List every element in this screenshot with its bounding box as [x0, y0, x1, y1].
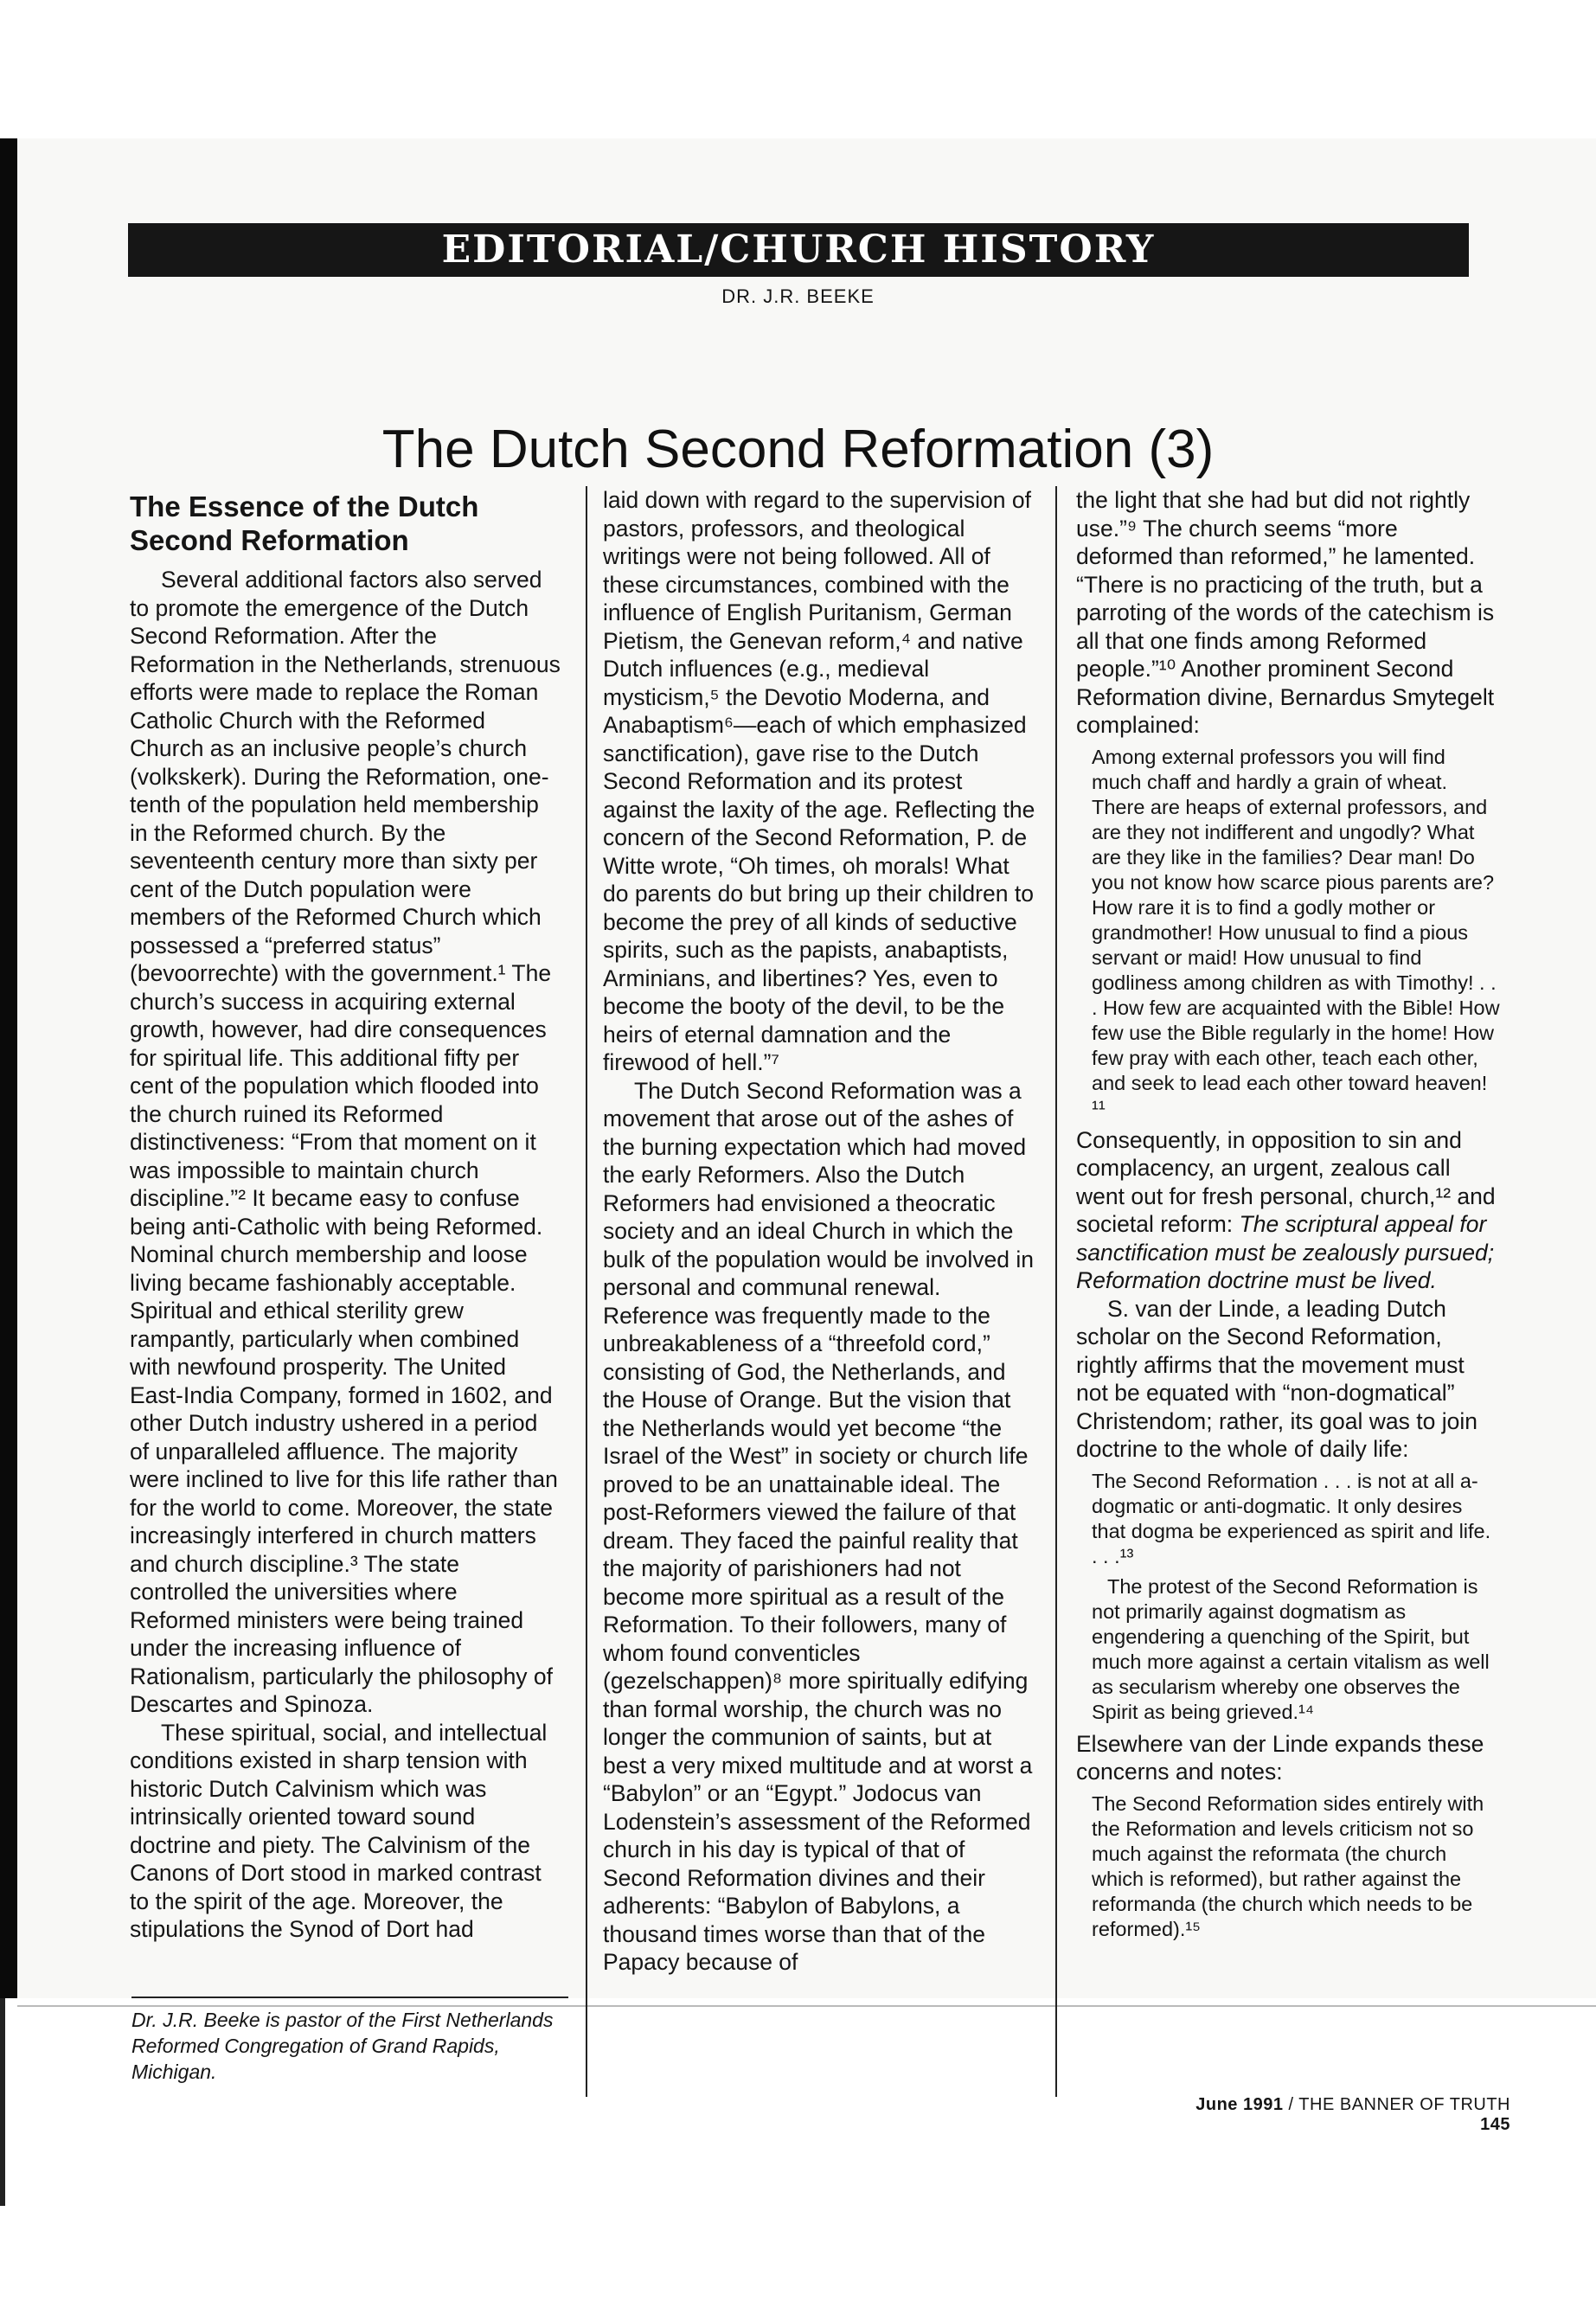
- paragraph: the light that she had but did not rightly use.”⁹ The church seems “more deformed than reformed,” he lamented. “There is no practicing of the truth, but a parroting of the words of the catechism is all that one finds among Reformed people.”¹⁰ Another prominent Second Reformation divine, Bernardus Smytegelt complained:: [1076, 487, 1495, 738]
- block-quote: The Second Reformation sides entirely with the Reformation and levels criticism not so much against the reformata (the church which is reformed), but rather against the reformanda (the church which needs to be reformed).¹⁵: [1092, 1791, 1484, 1940]
- paragraph: laid down with regard to the supervision of pastors, professors, and theological writings were not being followed. All of these circumstances, combined with the influence of English Puritanism, German Pietism, the Genevan reform,⁴ and native Dutch influences (e.g., medieval mysticism,⁵ the Devotio Moderna, and Anabaptism⁶—each of which emphasized sanctification), gave rise to the Dutch Second Reformation and its protest against the laxity of the age. Reflecting the concern of the Second Reformation, P. de Witte wrote, “Oh times, oh morals! What do parents do but bring up their children to become the prey of all kinds of seductive spirits, such as the papists, anabaptists, Arminians, and libertines? Yes, even to become the booty of the devil, to be the heirs of eternal damnation and the firewood of hell.”⁷: [603, 487, 1035, 1075]
- bio-divider: [131, 1997, 568, 1998]
- section-header: EDITORIAL/CHURCH HISTORY: [128, 223, 1469, 277]
- magazine-name: THE BANNER OF TRUTH: [1298, 2095, 1510, 2114]
- block-quote: The Second Reformation . . . is not at all a-dogmatic or anti-dogmatic. It only desires that dogma be experienced as spirit and life. . . .¹³: [1092, 1469, 1491, 1567]
- paragraph: The Dutch Second Reformation was a movement that arose out of the ashes of the burning expectation which had moved the early Reformers. Also the Dutch Reformers had envisioned a theocratic society and an ideal Church in which the bulk of the population would be involved in personal and communal renewal. Reference was frequently made to the unbreakableness of a “threefold cord,” consisting of God, the Netherlands, and the House of Orange. But the vision that the Netherlands would yet become “the Israel of the West” in society or church life proved to be an unattainable ideal. The post-Reformers viewed the failure of that dream. They faced the painful reality that the majority of parishioners had not become more spiritual as a result of the Reformation. To their followers, many of whom found conventicles (gezelschappen)⁸ more spiritually edifying than formal worship, the church was no longer the communion of saints, but at best a very mixed multitude and at worst a “Babylon” or an “Egypt.” Jodocus van Lodenstein’s assessment of the Reformed church in his day is typical of that of Second Reformation divines and their adherents: “Babylon of Babylons, a thousand times worse than that of the Papacy because of: [603, 1077, 1034, 1975]
- page-number: 145: [1480, 2115, 1510, 2134]
- issue-date: June 1991: [1195, 2095, 1284, 2114]
- paragraph: Several additional factors also served to promote the emergence of the Dutch Second Reformation. After the Reformation in the Netherlands, strenuous efforts were made to replace the Roman Catholic Church with the Reformed Church as an inclusive people’s church (volkskerk). During the Reformation, one-tenth of the population held membership in the Reformed church. By the seventeenth century more than sixty per cent of the Dutch population were members of the Reformed Church which possessed a “preferred status” (bevoorrechte) with the government.¹ The church’s success in acquiring external growth, however, had dire consequences for spiritual life. This additional fifty per cent of the population which flooded into the church ruined its Reformed distinctiveness: “From that moment on it was impossible to maintain church discipline.”² It became easy to confuse being anti-Catholic with being Reformed. Nominal church membership and loose living became fashionably acceptable. Spiritual and ethical sterility grew rampantly, particularly when combined with newfound prosperity. The United East-India Company, formed in 1602, and other Dutch industry ushered in a period of unparalleled affluence. The majority were inclined to live for this life rather than for the world to come. Moreover, the state increasingly interfered in church matters and church discipline.³ The state controlled the universities where Reformed ministers were being trained under the increasing influence of Rationalism, particularly the philosophy of Descartes and Spinoza.: [130, 567, 561, 1717]
- column-divider-2: [1055, 486, 1057, 2097]
- paragraph: S. van der Linde, a leading Dutch scholar on the Second Reformation, rightly affirms that the movement must not be equated with “non-dogmatical” Christendom; rather, its goal was to join doctrine to the whole of daily life:: [1076, 1295, 1477, 1462]
- column-2: [603, 486, 1035, 1977]
- emphasis-text: The scriptural appeal for sanctification must be zealously pursued; Reformation doctrine must be lived.: [1076, 1211, 1495, 1293]
- block-quote: The protest of the Second Reformation is not primarily against dogmatism as engendering a quenching of the Spirit, but much more against a certain vitalism as well as secularism whereby one observes the Spirit as being grieved.¹⁴: [1092, 1574, 1490, 1723]
- author-byline: DR. J.R. BEEKE: [721, 285, 875, 307]
- paragraph-text: Consequently, in opposition to sin and complacency, an urgent, zealous call went out for fresh personal, church,¹² and societal reform:: [1076, 1126, 1496, 1237]
- block-quote: Among external professors you will find much chaff and hardly a grain of wheat. There are heaps of external professors, and are they not indifferent and ungodly? What are they like in the families? Dear man! Do you not know how scarce pious parents are? How rare it is to find a godly mother or grandmother! How unusual to find a pious servant or maid! How unusual to find godliness among children as with Timothy! . . . How few are acquainted with the Bible! How few use the Bible regularly in the home! How few pray with each other, teach each other, and seek to lead each other toward heaven!¹¹: [1092, 745, 1500, 1119]
- section-heading: The Essence of the Dutch Second Reformation: [130, 490, 479, 556]
- column-1: [130, 490, 562, 1944]
- page-footer: June 1991 / THE BANNER OF TRUTH 145: [1195, 2095, 1510, 2134]
- article-title: The Dutch Second Reformation (3): [381, 420, 1215, 479]
- paragraph: These spiritual, social, and intellectual conditions existed in sharp tension with historic Dutch Calvinism which was intrinsically oriented toward sound doctrine and piety. The Calvinism of the Canons of Dort stood in marked contrast to the spirit of the age. Moreover, the stipulations the Synod of Dort had: [130, 1719, 548, 1942]
- scan-edge-mark: [0, 1998, 5, 2206]
- paragraph: Elsewhere van der Linde expands these concerns and notes:: [1076, 1730, 1484, 1785]
- column-divider-1: [586, 486, 587, 2097]
- column-3: [1076, 486, 1500, 1947]
- author-bio: Dr. J.R. Beeke is pastor of the First Netherlands Reformed Congregation of Grand Rapids, Michigan.: [131, 2009, 554, 2083]
- paragraph: [1076, 1126, 1500, 1295]
